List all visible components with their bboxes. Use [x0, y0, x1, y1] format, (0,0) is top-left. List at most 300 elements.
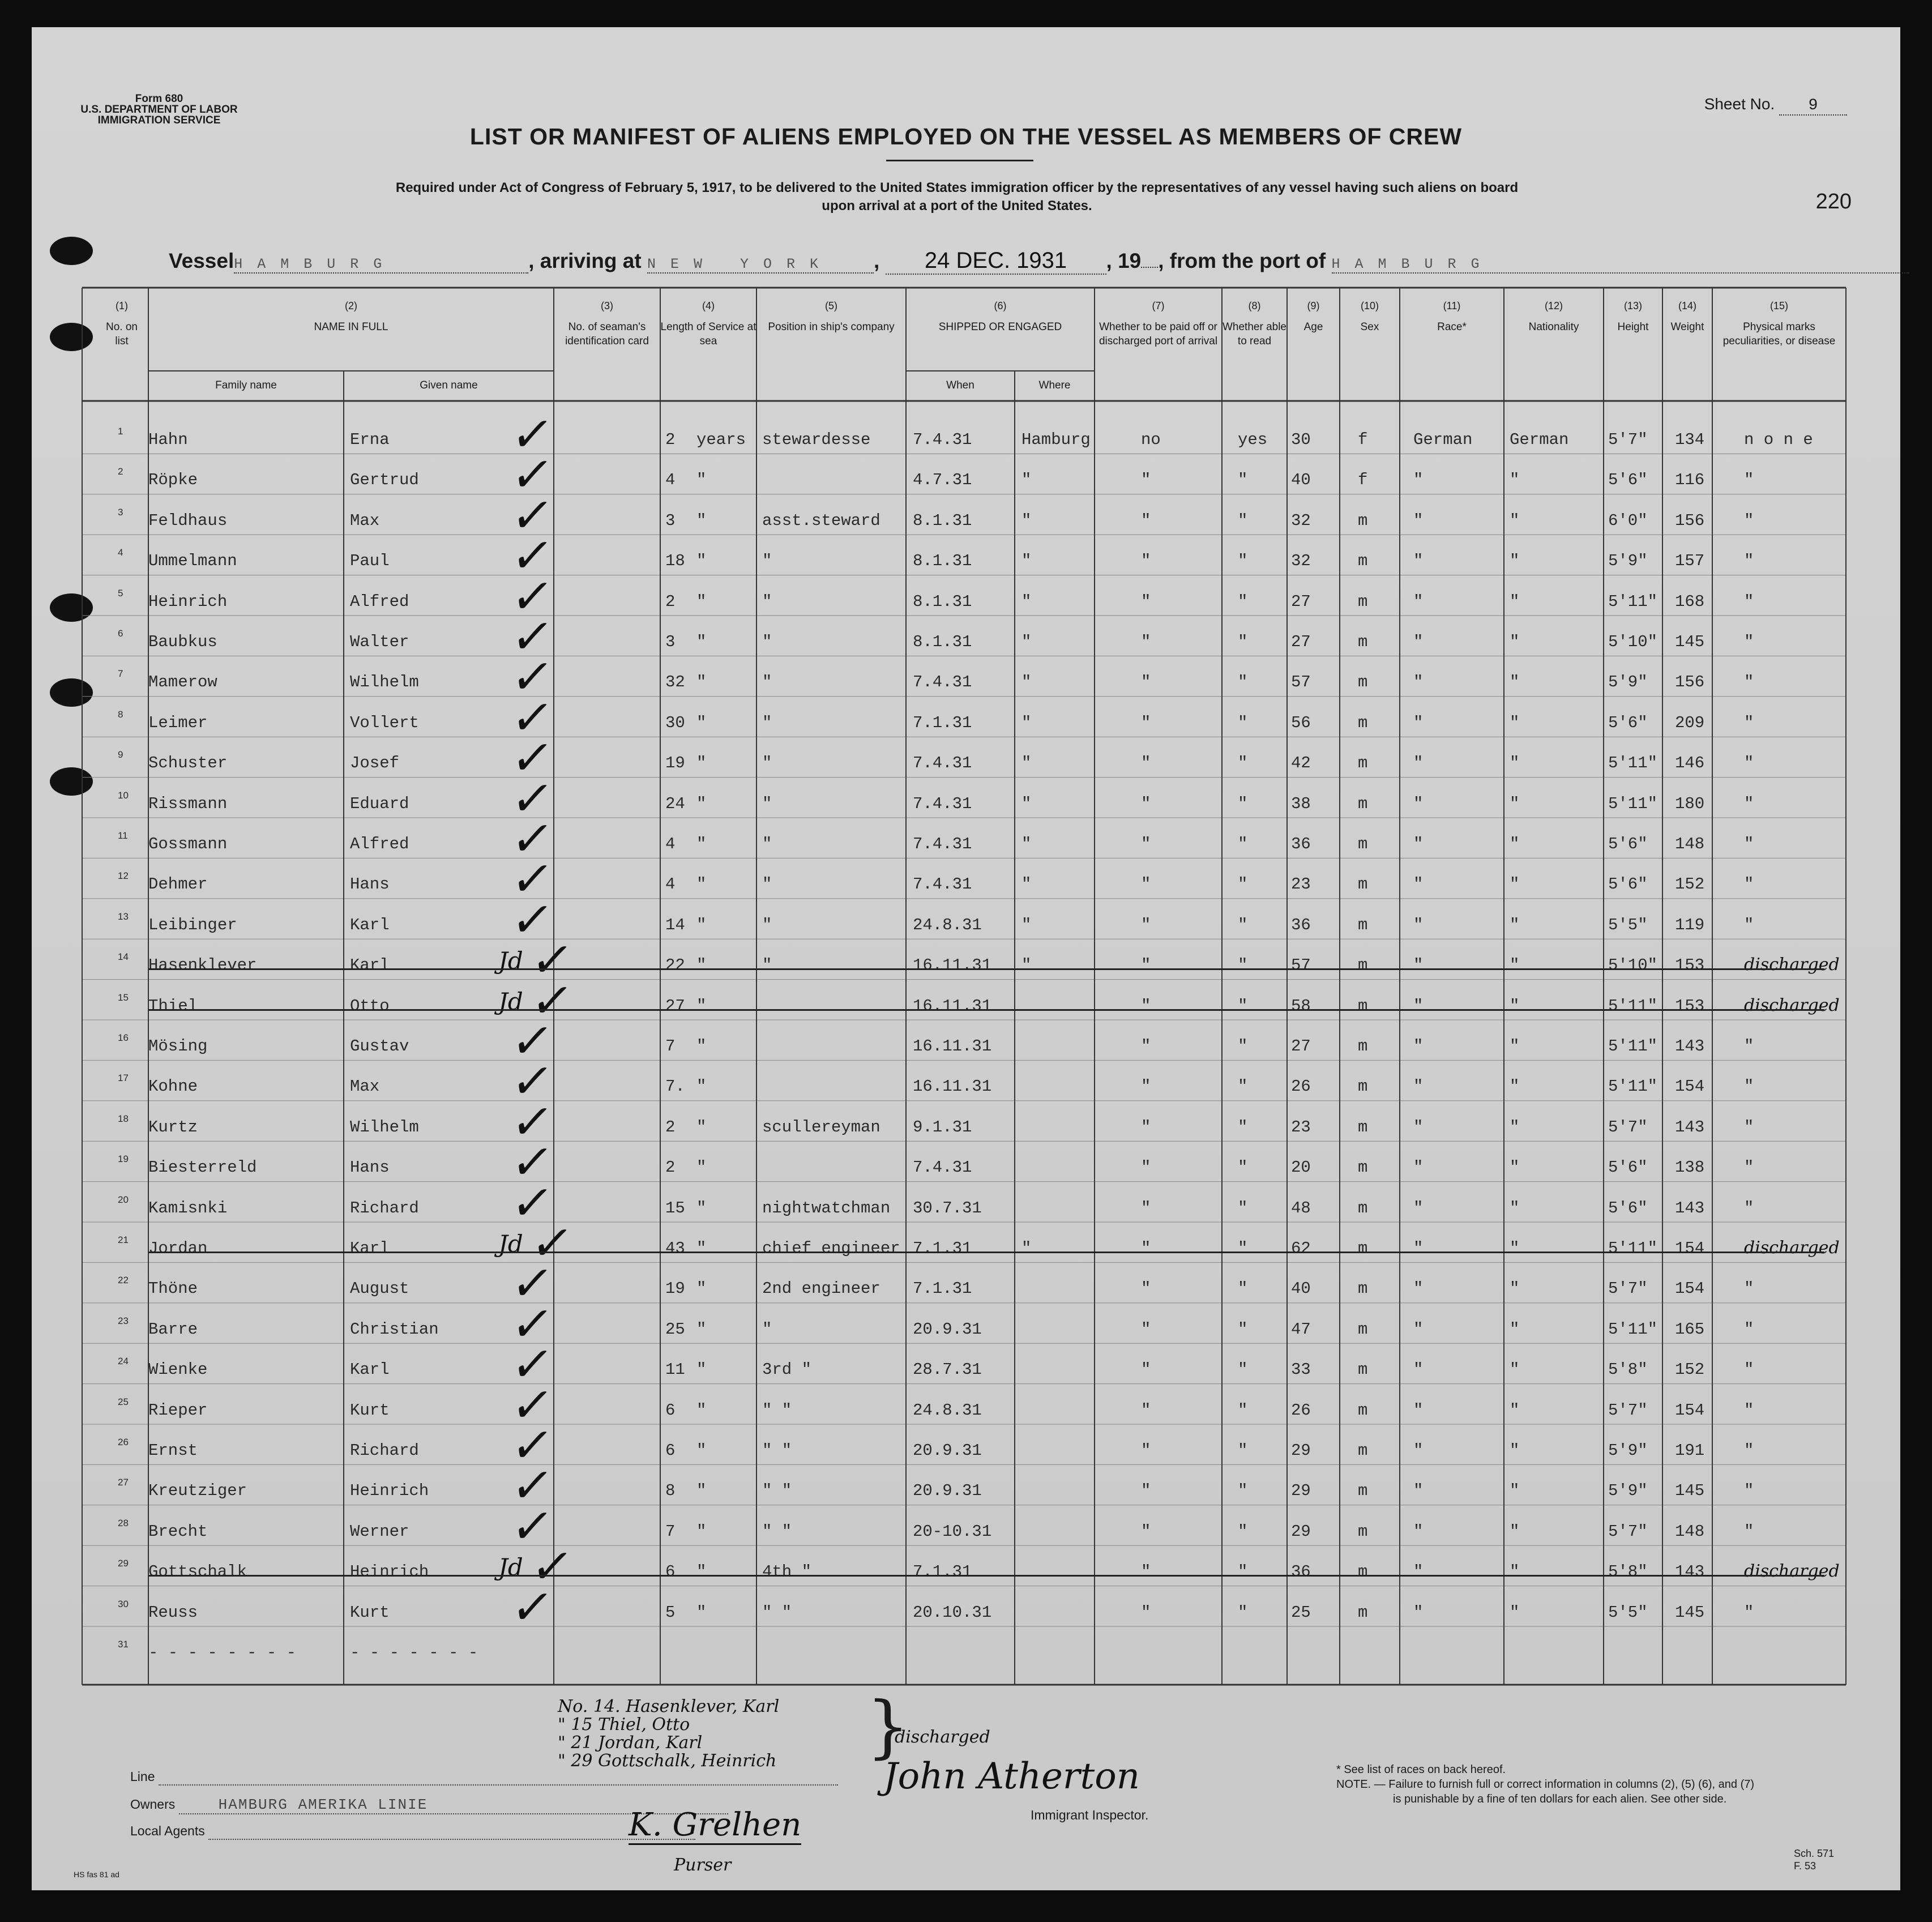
cell-height: 5'10" — [1608, 956, 1658, 975]
cell-sex: m — [1358, 1400, 1368, 1420]
cell-sex: m — [1358, 835, 1368, 853]
cell-weight: 165 — [1675, 1319, 1705, 1339]
cell-height: 5'7" — [1608, 430, 1648, 449]
cell-nationality: " — [1510, 713, 1520, 732]
cell-height: 5'11" — [1608, 592, 1658, 611]
cell-service-years: 4 — [665, 875, 676, 894]
cell-nationality: " — [1510, 1239, 1520, 1258]
cell-paid-off: " — [1141, 996, 1151, 1015]
cell-paid-off: " — [1141, 1037, 1151, 1056]
cell-sex: m — [1358, 713, 1368, 732]
check-mark: ✓ — [527, 1215, 578, 1271]
cell-race: " — [1413, 552, 1424, 571]
cell-no: 24 — [118, 1356, 129, 1367]
cell-sex: m — [1358, 1198, 1368, 1218]
table-row — [0, 972, 1932, 1028]
cell-paid-off: " — [1141, 956, 1151, 975]
check-mark: ✓ — [507, 1296, 558, 1352]
cell-family-name: Kohne — [148, 1077, 198, 1096]
cell-nationality: " — [1510, 1037, 1520, 1056]
cell-nationality: " — [1510, 1117, 1520, 1137]
cell-weight: 134 — [1675, 430, 1705, 449]
cell-weight: 168 — [1675, 592, 1705, 611]
cell-family-name: Hahn — [148, 430, 188, 449]
cell-shipped-where: " — [1021, 471, 1032, 490]
check-mark: ✓ — [507, 1174, 558, 1231]
cell-no: 1 — [118, 426, 123, 437]
cell-no: 19 — [118, 1154, 129, 1165]
service-name: IMMIGRATION SERVICE — [97, 114, 221, 126]
table-row — [0, 528, 1932, 584]
cell-physical-marks: " — [1744, 1279, 1754, 1299]
sheet-number-label: Sheet No. — [1704, 95, 1775, 113]
cell-weight: 191 — [1675, 1441, 1705, 1460]
check-mark: ✓ — [527, 972, 578, 1028]
cell-shipped-when: 20.10.31 — [913, 1603, 992, 1622]
cell-no: 25 — [118, 1396, 129, 1407]
col-header-shipped: (6) SHIPPED OR ENGAGED — [938, 300, 1062, 333]
owners-value: HAMBURG AMERIKA LINIE — [179, 1796, 728, 1814]
cell-age: 23 — [1291, 875, 1311, 894]
cell-nationality: " — [1510, 1360, 1520, 1379]
cell-family-name: Thiel — [148, 996, 198, 1015]
col-header-position: (5) Position in ship's company — [768, 300, 895, 333]
cell-given-name: Karl — [350, 1360, 390, 1379]
cell-nationality: " — [1510, 511, 1520, 530]
cell-height: 5'11" — [1608, 1077, 1658, 1096]
cell-age: 57 — [1291, 956, 1311, 975]
cell-physical-marks: discharged — [1744, 995, 1840, 1015]
cell-height: 5'9" — [1608, 1481, 1648, 1501]
cell-service-unit: " — [696, 794, 707, 813]
cell-paid-off: " — [1141, 835, 1151, 853]
cell-service-unit: " — [696, 1360, 707, 1379]
col-header-service: (4) Length of Service at sea — [660, 300, 756, 347]
page-subtitle — [266, 179, 1648, 215]
table-row — [0, 1639, 1932, 1673]
cell-shipped-when: 7.4.31 — [913, 1158, 972, 1177]
cell-shipped-when: 7.4.31 — [913, 673, 972, 692]
discharged-note-line: " 29 Gottschalk, Heinrich — [558, 1751, 777, 1771]
cell-given-name: Gertrud — [350, 471, 419, 490]
cell-given-name: Walter — [350, 633, 409, 651]
vessel-name: HAMBURG — [234, 256, 528, 274]
cell-position: scullereyman — [762, 1117, 880, 1137]
cell-nationality: " — [1510, 875, 1520, 894]
cell-sex: m — [1358, 1603, 1368, 1622]
cell-able-to-read: " — [1238, 673, 1248, 692]
table-row — [0, 447, 1932, 503]
cell-weight: 154 — [1675, 1077, 1705, 1096]
line-field — [130, 1769, 838, 1786]
cell-no: 10 — [118, 789, 129, 801]
form-label — [77, 93, 241, 126]
check-mark: ✓ — [507, 1255, 558, 1312]
cell-age: 56 — [1291, 713, 1311, 732]
table-row — [0, 1215, 1932, 1271]
cell-family-name: Ernst — [148, 1441, 198, 1460]
cell-paid-off: " — [1141, 1077, 1151, 1096]
cell-age: 25 — [1291, 1603, 1311, 1622]
schedule-code: Sch. 571 F. 53 — [1794, 1848, 1835, 1872]
cell-age: 38 — [1291, 794, 1311, 813]
cell-age: 29 — [1291, 1481, 1311, 1501]
cell-height: 5'7" — [1608, 1522, 1648, 1541]
check-mark: ✓ — [507, 649, 558, 705]
cell-given-name: Otto — [350, 996, 390, 1015]
cell-service-unit: " — [696, 1562, 707, 1582]
cell-age: 30 — [1291, 430, 1311, 449]
discharged-note-line: No. 14. Hasenklever, Karl — [558, 1697, 780, 1716]
cell-able-to-read: " — [1238, 996, 1248, 1015]
sheet-number — [1704, 95, 1847, 116]
cell-nationality: " — [1510, 794, 1520, 813]
cell-height: 5'9" — [1608, 1441, 1648, 1460]
cell-position: " " — [762, 1441, 792, 1460]
cell-sex: m — [1358, 1319, 1368, 1339]
cell-family-name: Barre — [148, 1319, 198, 1339]
check-mark: ✓ — [507, 568, 558, 624]
cell-family-name: Baubkus — [148, 633, 217, 651]
cell-physical-marks: " — [1744, 1117, 1754, 1137]
cell-no: 30 — [118, 1598, 129, 1609]
cell-position: " — [762, 875, 772, 894]
cell-service-years: 3 — [665, 511, 676, 530]
cell-no: 7 — [118, 668, 123, 680]
cell-able-to-read: " — [1238, 1319, 1248, 1339]
cell-age: 36 — [1291, 835, 1311, 853]
table-row — [0, 730, 1932, 786]
cell-given-name: Eduard — [350, 794, 409, 813]
cell-position: 2nd engineer — [762, 1279, 880, 1299]
cell-physical-marks: " — [1744, 1481, 1754, 1501]
cell-age: 32 — [1291, 552, 1311, 571]
cell-family-name: Mamerow — [148, 673, 217, 692]
page-title: LIST OR MANIFEST OF ALIENS EMPLOYED ON THE VESSEL AS MEMBERS OF CREW — [469, 123, 1463, 150]
cell-family-name: Feldhaus — [148, 511, 228, 530]
check-mark: ✓ — [507, 1053, 558, 1109]
col-header-weight: (14) Weight — [1670, 300, 1704, 333]
cell-sex: m — [1358, 956, 1368, 975]
cell-able-to-read: " — [1238, 1400, 1248, 1420]
cell-weight: 138 — [1675, 1158, 1705, 1177]
table-row — [0, 609, 1932, 664]
check-mark: ✓ — [507, 1336, 558, 1393]
cell-paid-off: " — [1141, 1279, 1151, 1299]
cell-no: 3 — [118, 506, 123, 518]
fine-note-line-1: NOTE. — Failure to furnish full or correct information in columns (2), (5) (6), and (7) — [1336, 1778, 1755, 1791]
cell-race: " — [1413, 673, 1424, 692]
cell-service-years: 8 — [665, 1481, 676, 1501]
cell-able-to-read: " — [1238, 1360, 1248, 1379]
check-mark: ✓ — [507, 1094, 558, 1150]
cell-given-name: Paul — [350, 552, 390, 571]
check-mark: ✓ — [507, 609, 558, 664]
discharged-label: discharged — [895, 1727, 990, 1747]
table-row — [0, 851, 1932, 907]
cell-service-years: 6 — [665, 1562, 676, 1582]
cell-paid-off: " — [1141, 1198, 1151, 1218]
cell-service-years: 14 — [665, 915, 685, 934]
table-row — [0, 1417, 1932, 1473]
table-row — [0, 1255, 1932, 1312]
cell-given-name: Richard — [350, 1441, 419, 1460]
check-mark: ✓ — [507, 1134, 558, 1190]
cell-race: " — [1413, 875, 1424, 894]
cell-sex: m — [1358, 1158, 1368, 1177]
cell-race: " — [1413, 1522, 1424, 1541]
cell-no: 29 — [118, 1558, 129, 1569]
cell-shipped-where: " — [1021, 633, 1032, 651]
cell-able-to-read: " — [1238, 1117, 1248, 1137]
cell-service-unit: " — [696, 1279, 707, 1299]
cell-sex: m — [1358, 1522, 1368, 1541]
cell-weight: 157 — [1675, 552, 1705, 571]
cell-position: " — [762, 794, 772, 813]
inspector-label: Immigrant Inspector. — [1031, 1808, 1149, 1822]
cell-shipped-when: 16.11.31 — [913, 1077, 992, 1096]
cell-shipped-where: " — [1021, 592, 1032, 611]
cell-service-unit: " — [696, 1158, 707, 1177]
cell-sex: m — [1358, 1279, 1368, 1299]
cell-no: 23 — [118, 1315, 129, 1326]
cell-race: " — [1413, 754, 1424, 773]
cell-service-unit: " — [696, 875, 707, 894]
cell-no: 11 — [118, 830, 128, 841]
col-header-name: (2) NAME IN FULL — [314, 300, 388, 333]
cell-family-name: Mösing — [148, 1037, 208, 1056]
cell-no: 5 — [118, 587, 123, 599]
cell-race: " — [1413, 915, 1424, 934]
cell-able-to-read: " — [1238, 915, 1248, 934]
cell-paid-off: " — [1141, 1603, 1151, 1622]
cell-service-unit: " — [696, 835, 707, 853]
cell-able-to-read: " — [1238, 1441, 1248, 1460]
cell-physical-marks: discharged — [1744, 1238, 1840, 1258]
cell-family-name: Heinrich — [148, 592, 228, 611]
cell-position: " — [762, 552, 772, 571]
cell-service-unit: " — [696, 633, 707, 651]
cell-service-years: 24 — [665, 794, 685, 813]
table-row — [0, 407, 1932, 462]
check-mark: ✓ — [527, 1539, 578, 1595]
cell-sex: m — [1358, 1239, 1368, 1258]
cell-race: " — [1413, 1400, 1424, 1420]
cell-shipped-when: 4.7.31 — [913, 471, 972, 490]
races-footnote: * See list of races on back hereof. — [1336, 1763, 1506, 1776]
cell-weight: 145 — [1675, 633, 1705, 651]
cell-service-unit: " — [696, 754, 707, 773]
cell-given-name: Josef — [350, 754, 400, 773]
cell-weight: 152 — [1675, 1360, 1705, 1379]
cell-family-name: Kurtz — [148, 1117, 198, 1137]
cell-service-years: 4 — [665, 835, 676, 853]
cell-age: 40 — [1291, 471, 1311, 490]
cell-service-years: 7. — [665, 1077, 685, 1096]
cell-paid-off: " — [1141, 1158, 1151, 1177]
cell-age: 32 — [1291, 511, 1311, 530]
cell-physical-marks: " — [1744, 673, 1754, 692]
cell-height: 5'5" — [1608, 1603, 1648, 1622]
table-row — [0, 1053, 1932, 1109]
cell-height: 5'5" — [1608, 915, 1648, 934]
cell-shipped-when: 7.4.31 — [913, 835, 972, 853]
cell-nationality: " — [1510, 915, 1520, 934]
check-mark: ✓ — [507, 487, 558, 543]
table-row — [0, 487, 1932, 543]
cell-weight: 119 — [1675, 915, 1705, 934]
cell-shipped-when: 20-10.31 — [913, 1522, 992, 1541]
cell-nationality: " — [1510, 1077, 1520, 1096]
cell-sex: m — [1358, 794, 1368, 813]
cell-shipped-where: " — [1021, 713, 1032, 732]
cell-paid-off: " — [1141, 875, 1151, 894]
strike-through-line — [148, 1009, 1824, 1011]
cell-family-name: Röpke — [148, 471, 198, 490]
cell-race: " — [1413, 1603, 1424, 1622]
cell-given-name: Wilhelm — [350, 1117, 419, 1137]
cell-physical-marks: discharged — [1744, 955, 1840, 975]
discharged-note — [558, 1698, 779, 1770]
cell-shipped-where: " — [1021, 673, 1032, 692]
cell-weight: 145 — [1675, 1603, 1705, 1622]
cell-shipped-when: 8.1.31 — [913, 633, 972, 651]
cell-weight: 153 — [1675, 996, 1705, 1015]
cell-height: 5'6" — [1608, 471, 1648, 490]
cell-weight: 143 — [1675, 1037, 1705, 1056]
cell-no: 18 — [118, 1113, 129, 1124]
check-mark: ✓ — [507, 811, 558, 866]
initials-mark: Jd — [498, 947, 523, 975]
cell-service-years: 7 — [665, 1522, 676, 1541]
cell-service-years: 3 — [665, 633, 676, 651]
cell-physical-marks: " — [1744, 1522, 1754, 1541]
check-mark: ✓ — [507, 528, 558, 584]
cell-position: " — [762, 713, 772, 732]
cell-position: nightwatchman — [762, 1198, 891, 1218]
cell-paid-off: " — [1141, 511, 1151, 530]
cell-family-name: Wienke — [148, 1360, 208, 1379]
check-mark: ✓ — [507, 689, 558, 745]
cell-age: 33 — [1291, 1360, 1311, 1379]
arriving-label: , arriving at — [528, 249, 642, 272]
cell-service-years: 25 — [665, 1319, 685, 1339]
cell-paid-off: " — [1141, 1360, 1151, 1379]
cell-weight: 180 — [1675, 794, 1705, 813]
cell-paid-off: " — [1141, 754, 1151, 773]
cell-service-years: 5 — [665, 1603, 676, 1622]
table-row — [0, 1336, 1932, 1393]
cell-given-name: Karl — [350, 956, 390, 975]
check-mark: ✓ — [507, 1417, 558, 1473]
cell-family-name: Gottschalk — [148, 1562, 247, 1582]
purser-signature: K. Grelhen — [629, 1806, 801, 1845]
cell-nationality: " — [1510, 1481, 1520, 1501]
cell-given-name: Max — [350, 1077, 380, 1096]
cell-height: 5'9" — [1608, 552, 1648, 571]
table-row — [0, 689, 1932, 745]
cell-able-to-read: " — [1238, 471, 1248, 490]
cell-shipped-where: " — [1021, 794, 1032, 813]
cell-shipped-where: " — [1021, 754, 1032, 773]
cell-sex: m — [1358, 552, 1368, 571]
form-number: Form 680 — [135, 93, 183, 105]
check-mark: ✓ — [507, 891, 558, 947]
cell-able-to-read: " — [1238, 1279, 1248, 1299]
cell-paid-off: " — [1141, 1522, 1151, 1541]
from-label: , from the port of — [1158, 249, 1326, 272]
strike-through-line — [148, 968, 1824, 970]
cell-no: 21 — [118, 1235, 129, 1245]
col-header-read: (8) Whether able to read — [1222, 300, 1286, 347]
cell-position: chief engineer — [762, 1239, 900, 1258]
cell-nationality: " — [1510, 592, 1520, 611]
cell-family-name: Gossmann — [148, 835, 228, 853]
cell-race: " — [1413, 1481, 1424, 1501]
cell-family-name: Reuss — [148, 1603, 198, 1622]
cell-given-name: Gustav — [350, 1037, 409, 1056]
initials-mark: Jd — [498, 987, 523, 1015]
cell-physical-marks: " — [1744, 552, 1754, 571]
table-row — [0, 1498, 1932, 1554]
cell-family-name: Jordan — [148, 1239, 208, 1258]
cell-sex: m — [1358, 754, 1368, 773]
cell-sex: m — [1358, 633, 1368, 651]
cell-no: 16 — [118, 1032, 129, 1043]
year-label: , 19 — [1106, 249, 1142, 272]
cell-shipped-when: 24.8.31 — [913, 915, 982, 934]
cell-service-years: 18 — [665, 552, 685, 571]
cell-paid-off: " — [1141, 1239, 1151, 1258]
cell-service-unit: years — [696, 430, 746, 449]
subtitle-line-2: upon arrival at a port of the United States. — [822, 198, 1092, 213]
cell-position: " " — [762, 1522, 792, 1541]
check-mark: ✓ — [507, 1498, 558, 1554]
table-row — [0, 1579, 1932, 1635]
cell-shipped-when: 20.9.31 — [913, 1441, 982, 1460]
cell-shipped-when: 7.1.31 — [913, 1239, 972, 1258]
cell-sex: f — [1358, 430, 1368, 449]
cell-height: 5'10" — [1608, 633, 1658, 651]
table-row — [0, 1458, 1932, 1514]
cell-nationality: " — [1510, 996, 1520, 1015]
cell-physical-marks: n o n e — [1744, 430, 1813, 449]
cell-age: 26 — [1291, 1400, 1311, 1420]
check-mark: ✓ — [507, 1579, 558, 1635]
cell-weight: 209 — [1675, 713, 1705, 732]
check-mark: ✓ — [507, 1458, 558, 1514]
cell-paid-off: " — [1141, 552, 1151, 571]
check-mark: ✓ — [507, 730, 558, 786]
cell-paid-off: " — [1141, 1562, 1151, 1582]
cell-able-to-read: " — [1238, 1158, 1248, 1177]
initials-mark: Jd — [498, 1553, 523, 1582]
archive-code: HS fas 81 ad — [74, 1870, 119, 1879]
cell-sex: m — [1358, 1117, 1368, 1137]
cell-race: " — [1413, 794, 1424, 813]
cell-no: 4 — [118, 547, 123, 558]
cell-physical-marks: " — [1744, 1603, 1754, 1622]
discharged-note-line: " 15 Thiel, Otto — [558, 1715, 690, 1735]
cell-sex: m — [1358, 1037, 1368, 1056]
table-row — [0, 1539, 1932, 1595]
cell-no: 22 — [118, 1275, 129, 1286]
cell-physical-marks: " — [1744, 1360, 1754, 1379]
cell-shipped-where: " — [1021, 875, 1032, 894]
fine-note-line-2: is punishable by a fine of ten dollars for each alien. See other side. — [1393, 1793, 1727, 1805]
cell-no: 20 — [118, 1194, 129, 1205]
subtitle-line-1: Required under Act of Congress of February 5, 1917, to be delivered to the United States immigration officer by the representatives of any vessel having such aliens on board — [395, 180, 1519, 195]
